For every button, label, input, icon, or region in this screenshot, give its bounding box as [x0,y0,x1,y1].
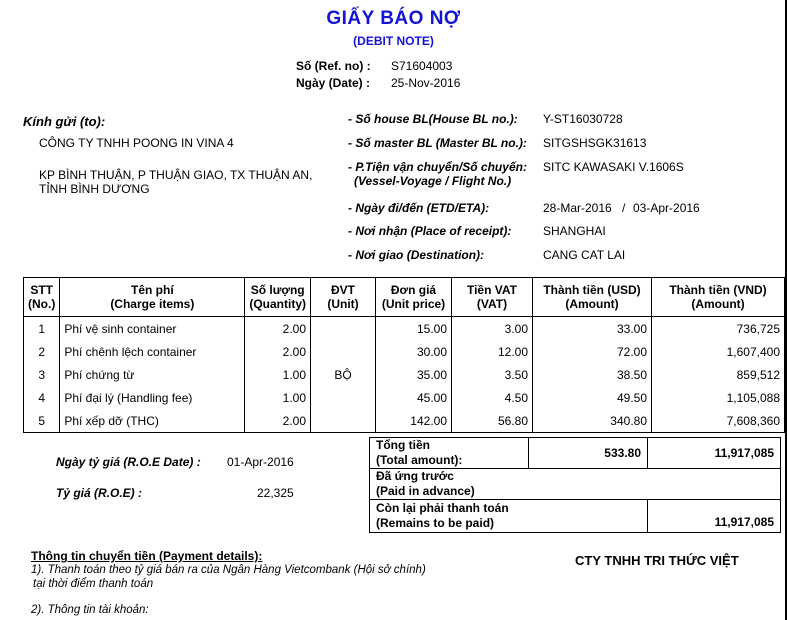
table-row [24,409,785,433]
etd-eta-label: - Ngày đi/đến (ETD/ETA): [348,201,490,215]
cell-vat: 12.00 [452,340,533,363]
etd-value: 28-Mar-2016 [543,201,612,215]
header-quantity: Số lượng (Quantity) [245,278,311,317]
cell-qty: 1.00 [245,386,311,409]
destination-label: - Nơi giao (Destination): [348,248,485,262]
header-no: STT (No.) [24,278,60,317]
paid-advance-label: Đã ứng trước (Paid in advance) [370,469,781,500]
cell-usd: 49.50 [533,386,652,409]
cell-unit [311,317,376,341]
ref-value: S71604003 [391,59,453,73]
cell-unit: BỘ [311,363,376,386]
cell-no: 5 [24,409,60,433]
cell-vnd: 1,607,400 [652,340,785,363]
issuer-company: CTY TNHH TRI THỨC VIỆT [575,553,739,568]
cell-qty: 2.00 [245,340,311,363]
charges-table [23,277,785,433]
house-bl-value: Y-ST16030728 [543,112,623,126]
header-charge-items: Tên phí (Charge items) [60,278,245,317]
total-amount-vnd: 11,917,085 [648,438,781,469]
vessel-label-en: (Vessel-Voyage / Flight No.) [354,174,512,188]
remains-label: Còn lại phải thanh toán (Remains to be paid) [370,500,648,533]
header-vat: Tiền VAT (VAT) [452,278,533,317]
header-unit-price: Đơn giá (Unit price) [376,278,452,317]
roe-label: Tỷ giá (R.O.E) : [56,486,143,500]
roe-value: 22,325 [257,486,294,500]
cell-price: 35.00 [376,363,452,386]
cell-vnd: 1,105,088 [652,386,785,409]
cell-vat: 3.00 [452,317,533,341]
cell-no: 1 [24,317,60,341]
ref-label: Số (Ref. no) : [296,59,371,73]
recipient-address-line2: TỈNH BÌNH DƯƠNG [39,182,150,196]
cell-usd: 72.00 [533,340,652,363]
document-title: GIẤY BÁO NỢ [326,8,461,29]
cell-item: Phí xếp dỡ (THC) [60,409,245,433]
cell-price: 45.00 [376,386,452,409]
cell-item: Phí chứng từ [60,363,245,386]
header-unit: ĐVT (Unit) [311,278,376,317]
roe-date-value: 01-Apr-2016 [227,455,294,469]
recipient-company: CÔNG TY TNHH POONG IN VINA 4 [39,136,234,150]
cell-usd: 38.50 [533,363,652,386]
total-amount-label: Tổng tiền (Total amount): [370,438,529,469]
cell-vnd: 736,725 [652,317,785,341]
cell-price: 142.00 [376,409,452,433]
cell-price: 30.00 [376,340,452,363]
remains-row [370,500,781,533]
receipt-label: - Nơi nhận (Place of receipt): [348,224,512,238]
cell-unit [311,409,376,433]
roe-date-label: Ngày tỷ giá (R.O.E Date) : [56,455,201,469]
cell-vat: 56.80 [452,409,533,433]
recipient-address-line1: KP BÌNH THUẬN, P THUẬN GIAO, TX THUẬN AN, [39,168,313,182]
cell-unit [311,340,376,363]
total-amount-usd: 533.80 [529,438,648,469]
payment-heading: Thông tin chuyển tiền (Payment details): [31,549,263,563]
cell-usd: 33.00 [533,317,652,341]
etd-eta-separator: / [622,201,626,215]
payment-line3: 2). Thông tin tài khoản: [31,604,149,616]
date-label: Ngày (Date) : [296,76,371,90]
table-row [24,363,785,386]
cell-item: Phí vệ sinh container [60,317,245,341]
vessel-label: - P.Tiện vận chuyển/Số chuyến: [348,160,527,174]
totals-box [369,437,781,533]
cell-qty: 2.00 [245,409,311,433]
cell-no: 2 [24,340,60,363]
receipt-value: SHANGHAI [543,224,606,238]
table-row [24,340,785,363]
table-header-row [24,278,785,317]
destination-value: CANG CAT LAI [543,248,626,262]
master-bl-value: SITGSHSGK31613 [543,136,647,150]
table-row [24,317,785,341]
recipient-label: Kính gửi (to): [23,114,106,129]
remains-vnd: 11,917,085 [648,500,781,533]
payment-line1: 1). Thanh toán theo tỷ giá bán ra của Ngân Hàng Vietcombank (Hội sở chính) [31,564,426,576]
cell-vat: 3.50 [452,363,533,386]
header-amount-usd: Thành tiền (USD) (Amount) [533,278,652,317]
cell-qty: 1.00 [245,363,311,386]
cell-vat: 4.50 [452,386,533,409]
payment-line2: tại thời điểm thanh toán [33,578,154,590]
document-subtitle: (DEBIT NOTE) [353,34,434,48]
header-amount-vnd: Thành tiền (VND) (Amount) [652,278,785,317]
master-bl-label: - Số master BL (Master BL no.): [348,136,527,150]
eta-value: 03-Apr-2016 [633,201,700,215]
cell-unit [311,386,376,409]
cell-usd: 340.80 [533,409,652,433]
house-bl-label: - Số house BL(House BL no.): [348,112,518,126]
cell-price: 15.00 [376,317,452,341]
cell-vnd: 859,512 [652,363,785,386]
cell-item: Phí chênh lệch container [60,340,245,363]
cell-no: 3 [24,363,60,386]
table-row [24,386,785,409]
vessel-value: SITC KAWASAKI V.1606S [543,160,684,174]
date-value: 25-Nov-2016 [391,76,461,90]
cell-vnd: 7,608,360 [652,409,785,433]
cell-no: 4 [24,386,60,409]
cell-qty: 2.00 [245,317,311,341]
paid-advance-row [370,469,781,500]
total-amount-row [370,438,781,469]
cell-item: Phí đại lý (Handling fee) [60,386,245,409]
